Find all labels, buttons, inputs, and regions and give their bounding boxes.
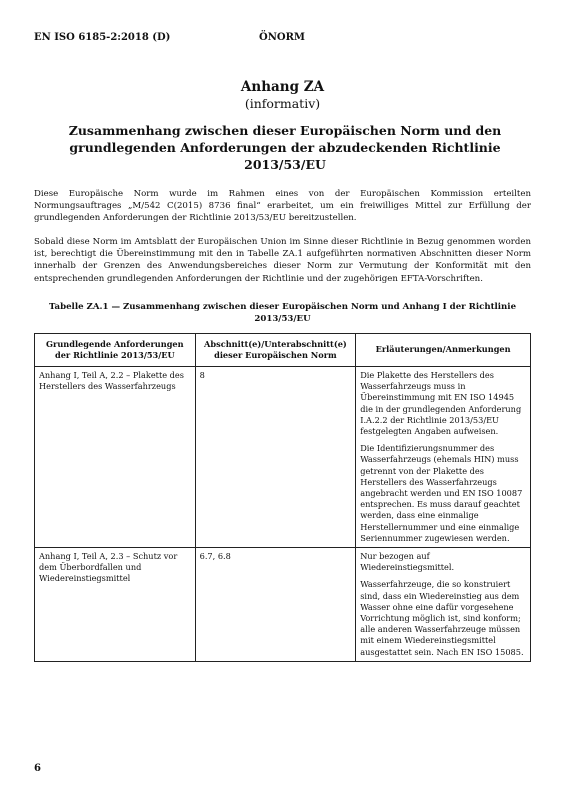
annex-subtitle: (informativ) — [244, 96, 321, 111]
publisher-label: ÖNORM — [259, 32, 305, 43]
remarks-cell — [356, 548, 531, 662]
table-row — [35, 367, 531, 548]
intro-paragraph: Diese Europäische Norm wurde im Rahmen eines von der Europäischen Kommission erteilten Normungsauftrages „M/542 C(2015) 8736 final“ erarbeitet, um ein freiwilliges Mittel zur Erfüllung der grundlegenden Anforderungen der Richtlinie 2013/53/EU bereitzustellen. — [34, 189, 531, 224]
remarks-cell — [356, 367, 531, 548]
requirement-cell: Anhang I, Teil A, 2.3 – Schutz vor dem Überbordfallen und Wiedereinstiegsmittel — [35, 548, 196, 662]
annex-heading: Zusammenhang zwischen dieser Europäischen Norm und den grundlegenden Anforderungen der abzudeckenden Richtlinie 2013/53/EU — [68, 123, 502, 172]
remark-text: Nur bezogen auf Wiedereinstiegsmittel. — [360, 551, 455, 573]
clauses-cell: 6.7, 6.8 — [195, 548, 356, 662]
header-remarks: Erläuterungen/Anmerkungen — [356, 334, 531, 367]
annex-title: Anhang ZA — [240, 79, 325, 95]
requirement-cell: Anhang I, Teil A, 2.2 – Plakette des Herstellers des Wasserfahrzeugs — [35, 367, 196, 548]
table-caption: Tabelle ZA.1 — Zusammenhang zwischen dieser Europäischen Norm und Anhang I der Richtlinie 2013/53/EU — [48, 302, 517, 324]
page-number: 6 — [34, 763, 41, 774]
table-header-row — [35, 334, 531, 367]
table-row — [35, 548, 531, 662]
header-requirements: Grundlegende Anforderungen der Richtlinie 2013/53/EU — [35, 334, 196, 367]
document-designation: EN ISO 6185-2:2018 (D) — [34, 32, 171, 43]
conformity-paragraph: Sobald diese Norm im Amtsblatt der Europäischen Union im Sinne dieser Richtlinie in Bezug genommen worden ist, berechtigt die Übereinstimmung mit den in Tabelle ZA.1 aufgeführten normativen Abschnitten dieser Norm innerhalb der Grenzen des Anwendungsbereiches dieser Norm zur Vermutung der Konformität mit den entsprechenden grundlegenden Anforderungen der Richtlinie und der zugehörigen EFTA-Vorschriften. — [34, 237, 531, 284]
header-clauses: Abschnitt(e)/Unterabschnitt(e) dieser Europäischen Norm — [195, 334, 356, 367]
remark-text: Die Plakette des Herstellers des Wasserfahrzeugs muss in Übereinstimmung mit EN ISO 14945 die in der grundlegenden Anforderung I.A.2.2 der Richtlinie 2013/53/EU festgelegten Angaben aufweisen. — [360, 370, 522, 437]
remark-text: Wasserfahrzeuge, die so konstruiert sind, dass ein Wiedereinstieg aus dem Wasser ohne eine dafür vorgesehene Vorrichtung möglich ist, sind konform; alle anderen Wasserfahrzeuge müssen mit einem Wiedereinstiegsmittel ausgestattet sein. Nach EN ISO 15085. — [360, 579, 524, 657]
clauses-cell: 8 — [195, 367, 356, 548]
correspondence-table — [34, 333, 531, 662]
remark-text: Die Identifizierungsnummer des Wasserfahrzeugs (ehemals HIN) muss getrennt von der Plakette des Herstellers des Wasserfahrzeugs angebracht werden und EN ISO 10087 entsprechen. Es muss darauf geachtet werden, dass eine einmalige Herstellernummer und eine einmalige Seriennummer zugewiesen werden. — [360, 443, 523, 543]
